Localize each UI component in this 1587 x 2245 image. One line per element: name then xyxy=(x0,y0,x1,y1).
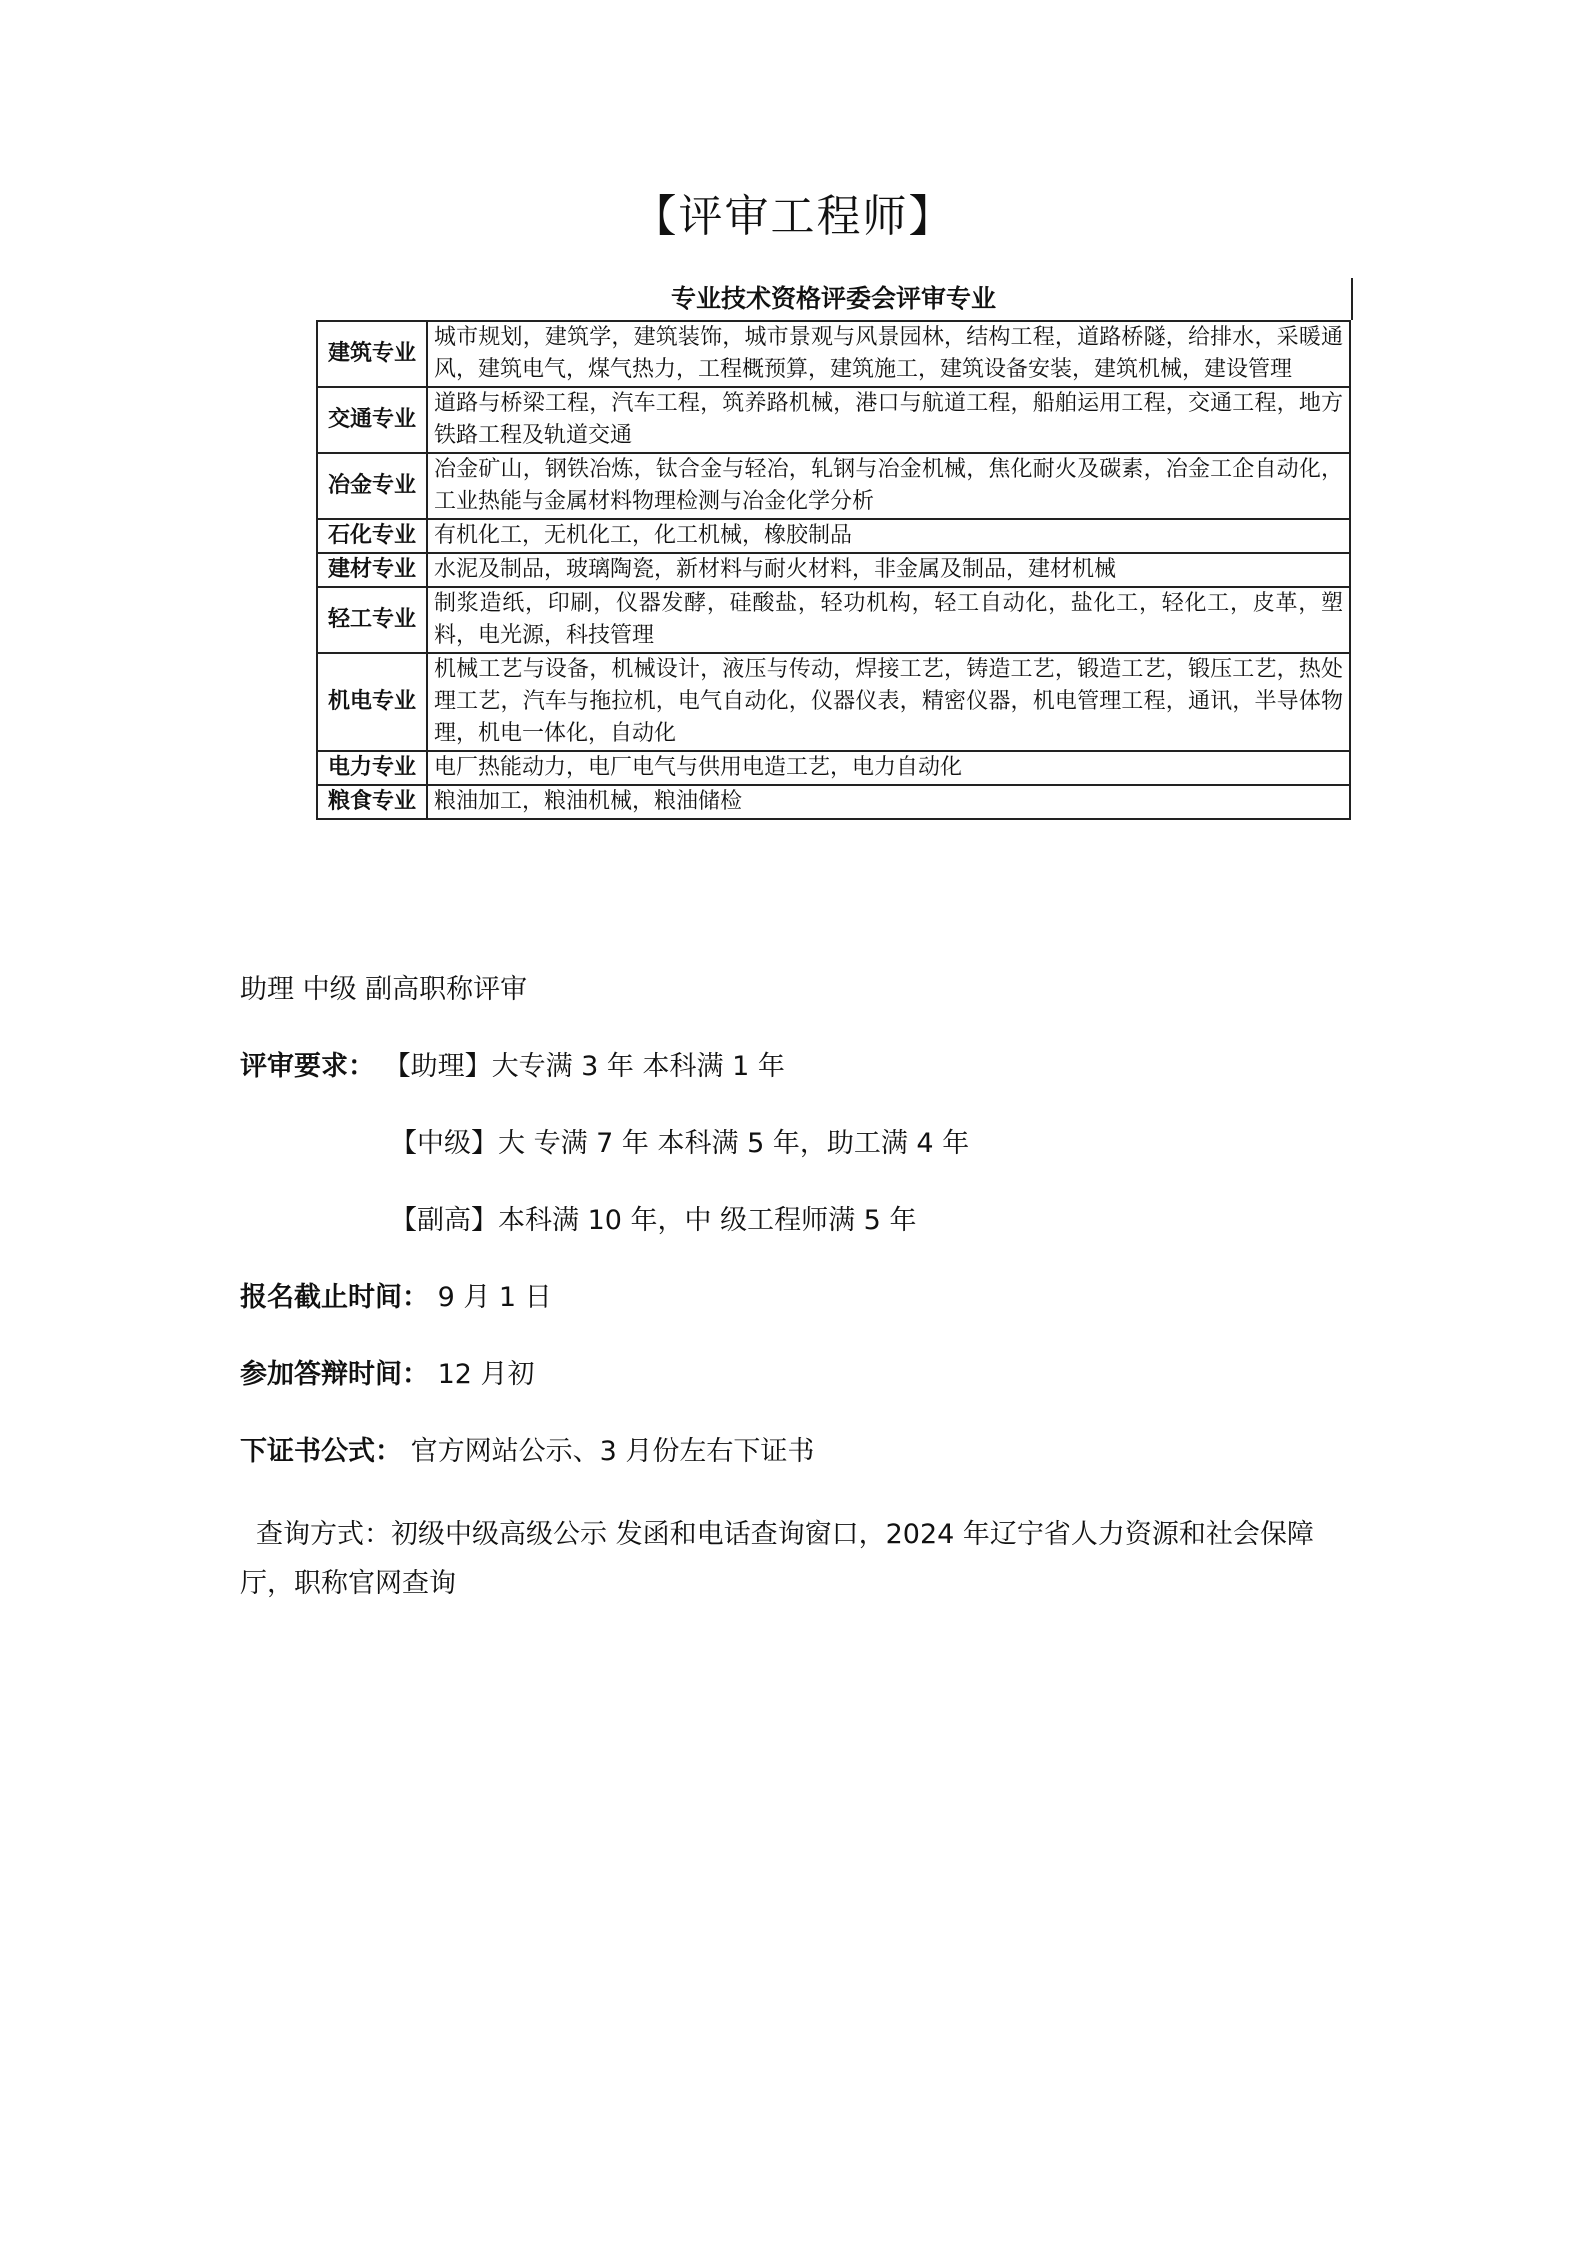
specialty-category: 轻工专业 xyxy=(317,587,427,653)
specialty-category: 建材专业 xyxy=(317,553,427,587)
specialty-category: 石化专业 xyxy=(317,519,427,553)
page-title: 【评审工程师】 xyxy=(632,191,955,242)
specialty-category: 建筑专业 xyxy=(317,321,427,387)
specialty-majors: 有机化工，无机化工，化工机械，橡胶制品 xyxy=(427,519,1350,553)
specialty-category: 电力专业 xyxy=(317,751,427,785)
specialty-majors: 制浆造纸，印刷，仪器发酵，硅酸盐，轻功机构，轻工自动化，盐化工，轻化工，皮革，塑料，电光源，科技管理 xyxy=(427,587,1350,653)
defense-value: 12 月初 xyxy=(437,1359,535,1390)
table-row xyxy=(317,653,1350,751)
requirement-senior: 【副高】本科满 10 年，中 级工程师满 5 年 xyxy=(390,1205,917,1236)
table-row xyxy=(317,387,1350,453)
certificate-label: 下证书公式： xyxy=(240,1436,402,1467)
requirements-row xyxy=(240,1047,785,1087)
specialty-category: 冶金专业 xyxy=(317,453,427,519)
specialty-majors: 道路与桥梁工程，汽车工程，筑养路机械，港口与航道工程，船舶运用工程，交通工程，地方铁路工程及轨道交通 xyxy=(427,387,1350,453)
certificate-value: 官方网站公示、3 月份左右下证书 xyxy=(410,1436,815,1467)
specialty-majors: 电厂热能动力，电厂电气与供用电造工艺，电力自动化 xyxy=(427,751,1350,785)
table-row xyxy=(317,751,1350,785)
specialty-table xyxy=(316,320,1351,820)
table-caption: 专业技术资格评委会评审专业 xyxy=(316,278,1353,320)
defense-label: 参加答辩时间： xyxy=(240,1359,429,1390)
defense-row xyxy=(240,1355,535,1395)
table-row xyxy=(317,553,1350,587)
specialty-majors: 水泥及制品，玻璃陶瓷，新材料与耐火材料，非金属及制品，建材机械 xyxy=(427,553,1350,587)
certificate-row xyxy=(240,1432,814,1472)
specialty-majors: 冶金矿山，钢铁冶炼，钛合金与轻冶，轧钢与冶金机械，焦化耐火及碳素，冶金工企自动化，工业热能与金属材料物理检测与冶金化学分析 xyxy=(427,453,1350,519)
requirement-assistant: 【助理】大专满 3 年 本科满 1 年 xyxy=(383,1051,785,1082)
requirements-label: 评审要求： xyxy=(240,1051,375,1082)
deadline-label: 报名截止时间： xyxy=(240,1282,429,1313)
table-row xyxy=(317,785,1350,819)
table-row xyxy=(317,587,1350,653)
deadline-value: 9 月 1 日 xyxy=(437,1282,552,1313)
table-row xyxy=(317,519,1350,553)
specialty-category: 粮食专业 xyxy=(317,785,427,819)
query-method-paragraph: 查询方式：初级中级高级公示 发函和电话查询窗口，2024 年辽宁省人力资源和社会保障厅，职称官网查询 xyxy=(240,1519,1314,1599)
requirement-intermediate: 【中级】大 专满 7 年 本科满 5 年，助工满 4 年 xyxy=(390,1128,970,1159)
specialty-majors: 城市规划，建筑学，建筑装饰，城市景观与风景园林，结构工程，道路桥隧，给排水，采暖通风，建筑电气，煤气热力，工程概预算，建筑施工，建筑设备安装，建筑机械，建设管理 xyxy=(427,321,1350,387)
specialty-category: 机电专业 xyxy=(317,653,427,751)
specialty-majors: 粮油加工，粮油机械，粮油储检 xyxy=(427,785,1350,819)
table-row xyxy=(317,321,1350,387)
title-levels: 助理 中级 副高职称评审 xyxy=(240,974,528,1005)
table-row xyxy=(317,453,1350,519)
specialty-majors: 机械工艺与设备，机械设计，液压与传动，焊接工艺，铸造工艺，锻造工艺，锻压工艺，热处理工艺，汽车与拖拉机，电气自动化，仪器仪表，精密仪器，机电管理工程，通讯，半导体物理，机电一体化，自动化 xyxy=(427,653,1350,751)
deadline-row xyxy=(240,1278,552,1318)
specialty-category: 交通专业 xyxy=(317,387,427,453)
